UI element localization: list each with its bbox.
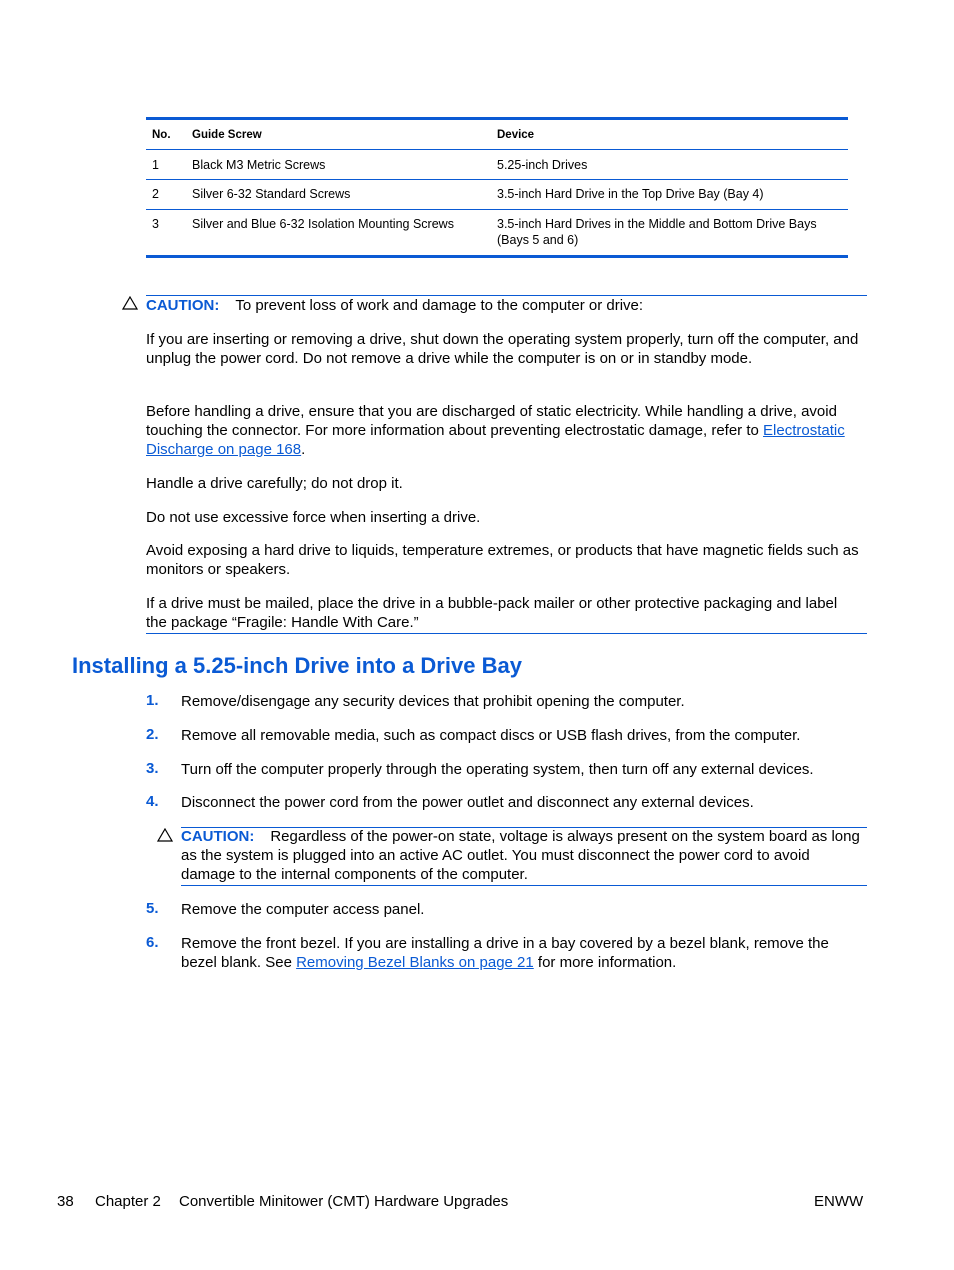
table-cell: Silver 6-32 Standard Screws <box>192 187 351 201</box>
footer-enww: ENWW <box>814 1193 864 1210</box>
table-cell: 2 <box>152 187 159 201</box>
step-text: Turn off the computer properly through the operating system, then turn off any external devices. <box>181 761 814 778</box>
table-cell: Black M3 Metric Screws <box>192 158 326 172</box>
caution-box-text <box>181 827 865 884</box>
step-text-part: for more information. <box>537 954 677 971</box>
caution-paragraph-text: Before handling a drive, ensure that you are discharged of static electricity. While handling a drive, avoid touching the connector. For more information about preventing electrostatic damage, refer to <box>146 403 837 439</box>
page-number: 38 <box>57 1193 74 1210</box>
section-heading: Installing a 5.25-inch Drive into a Drive Bay <box>72 653 522 678</box>
table-cell: 3.5-inch Hard Drives in the Middle and Bottom Drive Bays (Bays 5 and 6) <box>497 217 817 247</box>
table-row <box>146 150 848 180</box>
table-header-guide-screw: Guide Screw <box>192 129 262 141</box>
caution-paragraph: If a drive must be mailed, place the drive in a bubble-pack mailer or other protective packaging and label the package “Fragile: Handle With Care.” <box>146 595 838 631</box>
table-header-no: No. <box>152 129 171 141</box>
table-cell: Silver and Blue 6-32 Isolation Mounting Screws <box>192 217 454 231</box>
step-number: 2. <box>146 726 159 743</box>
table-cell: 5.25-inch Drives <box>497 158 588 172</box>
caution-intro-line <box>146 296 867 315</box>
step-number: 4. <box>146 793 159 810</box>
table-cell: 1 <box>152 158 159 172</box>
table-header-device: Device <box>497 129 535 141</box>
step-number: 5. <box>146 900 159 917</box>
caution-bottom-rule <box>181 885 867 886</box>
table-row <box>146 210 848 255</box>
caution-paragraph-text: . <box>301 441 306 458</box>
caution-paragraph: Avoid exposing a hard drive to liquids, temperature extremes, or products that have magnetic fields such as monitors or speakers. <box>146 542 859 578</box>
step-text <box>181 934 861 972</box>
table-row <box>146 180 848 210</box>
removing-bezel-blanks-link[interactable]: Removing Bezel Blanks on page 21 <box>296 954 534 971</box>
caution-paragraph: If you are inserting or removing a drive, shut down the operating system properly, turn off the computer, and unplug the power cord. Do not remove a drive while the computer is on or in standby mode. <box>146 331 859 367</box>
step-text-part: Remove the front bezel. If you are installing a drive in a bay covered by a bezel blank, remove the bezel blank. See <box>181 935 829 971</box>
step-text: Remove the computer access panel. <box>181 901 425 918</box>
caution-label: CAUTION: <box>146 297 220 314</box>
caution-paragraph: Handle a drive carefully; do not drop it. <box>146 475 403 492</box>
caution-text: Regardless of the power-on state, voltage is always present on the system board as long as the system is plugged into an active AC outlet. You must disconnect the power cord to avoid damage to the internal components of the computer. <box>181 828 860 883</box>
table-cell: 3 <box>152 217 159 231</box>
table-header-row <box>146 120 848 150</box>
caution-triangle-icon <box>157 828 173 842</box>
caution-intro: To prevent loss of work and damage to the computer or drive: <box>235 297 644 314</box>
step-text: Remove all removable media, such as compact discs or USB flash drives, from the computer. <box>181 727 801 744</box>
footer-chapter: Chapter 2 <box>95 1193 161 1210</box>
caution-triangle-icon <box>122 296 138 310</box>
footer-chapter-title: Convertible Minitower (CMT) Hardware Upgrades <box>179 1193 509 1210</box>
caution-paragraph <box>146 402 861 459</box>
screw-table <box>146 117 848 258</box>
step-number: 6. <box>146 934 159 951</box>
step-number: 1. <box>146 692 159 709</box>
table-cell: 3.5-inch Hard Drive in the Top Drive Bay (Bay 4) <box>497 187 764 201</box>
caution-bottom-rule <box>146 633 867 634</box>
electrostatic-discharge-link[interactable]: Electrostatic Discharge on page 168 <box>146 422 845 458</box>
caution-label: CAUTION: <box>181 828 255 845</box>
step-text: Remove/disengage any security devices that prohibit opening the computer. <box>181 693 685 710</box>
step-number: 3. <box>146 760 159 777</box>
table-bottom-rule <box>146 255 848 258</box>
caution-paragraph: Do not use excessive force when inserting a drive. <box>146 509 481 526</box>
step-text: Disconnect the power cord from the power outlet and disconnect any external devices. <box>181 794 754 811</box>
